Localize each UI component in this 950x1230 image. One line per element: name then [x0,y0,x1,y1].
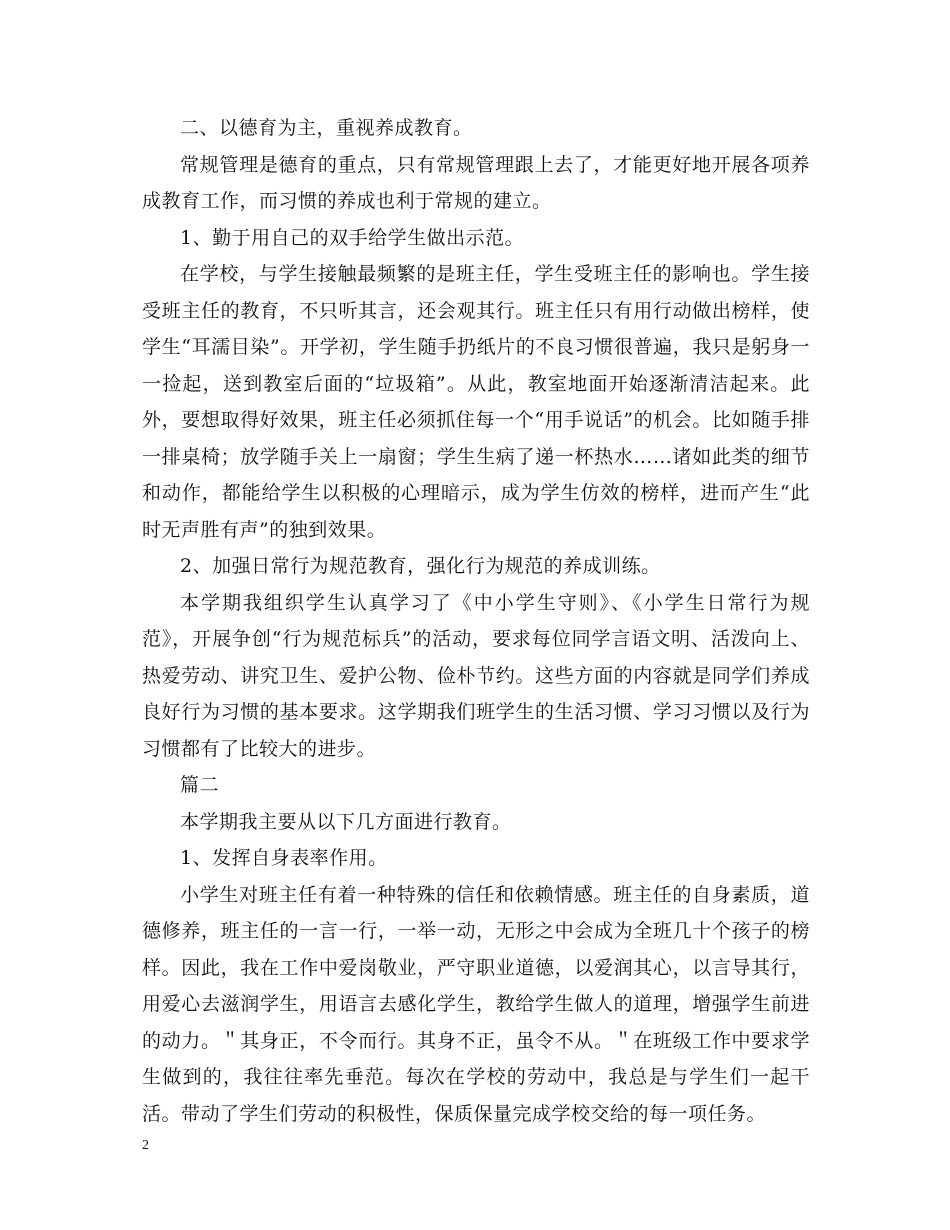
section-heading-part-two: 篇二 [180,774,220,796]
page-number: 2 [142,1138,149,1153]
document-body [142,110,810,1132]
paragraph-semester-intro: 本学期我主要从以下几方面进行教育。 [180,810,512,833]
section-heading-moral-education: 二、以德育为主，重视养成教育。 [180,117,473,139]
paragraph-role-model: 小学生对班主任有着一种特殊的信任和依赖情感。班主任的自身素质，道德修养，班主任的一言一行，一举一动，无形之中会成为全班几十个孩子的榜样。因此，我在工作中爱岗敬业，严守职业道德，以爱润其心，以言导其行，用爱心去滋润学生，用语言去感化学生，教给学生做人的道理，增强学生前进的动力。＂其身正，不令而行。其身不正，虽令不从。＂在班级工作中要求学生做到的，我往往率先垂范。每次在学校的劳动中，我总是与学生们一起干活。带动了学生们劳动的积极性，保质保量完成学校交给的每一项任务。 [142,883,810,1125]
paragraph-behavior-norms: 本学期我组织学生认真学习了《中小学生守则》、《小学生日常行为规范》，开展争创“行为规范标兵”的活动，要求每位同学言语文明、活泼向上、热爱劳动、讲究卫生、爱护公物、俭朴节约。这些方面的内容就是同学们养成良好行为习惯的基本要求。这学期我们班学生的生活习惯、学习习惯以及行为习惯都有了比较大的进步。 [142,591,810,760]
item-heading-1: 1、勤于用自己的双手给学生做出示范。 [180,226,525,249]
paragraph-routine-management: 常规管理是德育的重点，只有常规管理跟上去了，才能更好地开展各项养成教育工作，而习惯的养成也利于常规的建立。 [142,153,810,212]
paragraph-teacher-example: 在学校，与学生接触最频繁的是班主任，学生受班主任的影响也。学生接受班主任的教育，不只听其言，还会观其行。班主任只有用行动做出榜样，使学生“耳濡目染”。开学初，学生随手扔纸片的不良习惯很普遍，我只是躬身一一捡起，送到教室后面的“垃圾箱”。从此，教室地面开始逐渐清洁起来。此外，要想取得好效果，班主任必须抓住每一个“用手说话”的机会。比如随手排一排桌椅；放学随手关上一扇窗；学生生病了递一杯热水……诸如此类的细节和动作，都能给学生以积极的心理暗示，成为学生仿效的榜样，进而产生“此时无声胜有声”的独到效果。 [142,263,810,541]
item-heading-2: 2、加强日常行为规范教育，强化行为规范的养成训练。 [180,555,661,577]
item-heading-role-model: 1、发挥自身表率作用。 [180,847,388,869]
